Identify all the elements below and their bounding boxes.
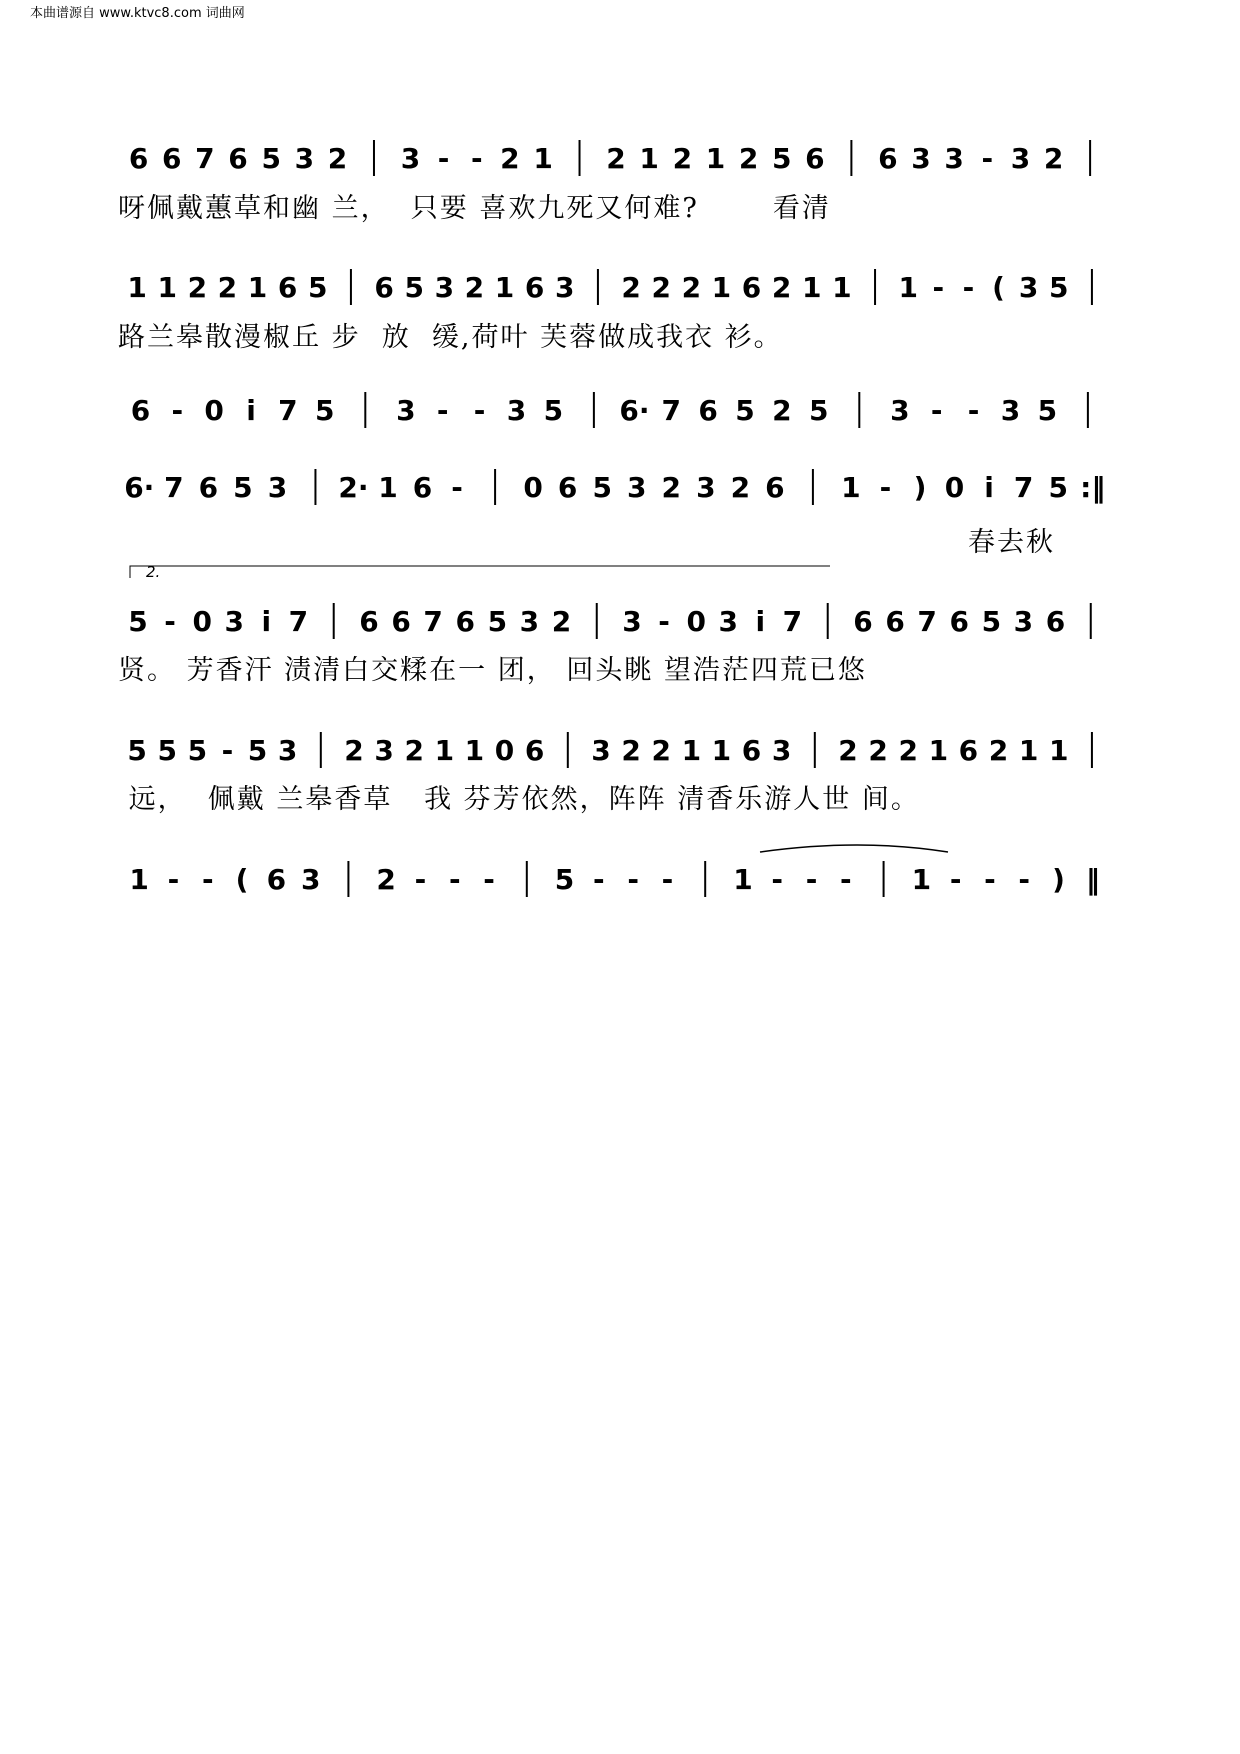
note: 2	[621, 734, 641, 767]
note: 6	[557, 471, 578, 504]
note: 3	[771, 734, 792, 767]
note: 6	[524, 271, 545, 304]
note: 7	[423, 605, 443, 638]
note: 2	[738, 142, 759, 175]
note: 6	[1045, 605, 1066, 638]
note: i	[261, 605, 272, 638]
note: -	[171, 394, 184, 427]
note: -	[661, 863, 674, 896]
note: 6·	[124, 471, 155, 504]
note: 5	[261, 142, 281, 175]
note: 5	[128, 605, 148, 638]
note: 1	[378, 471, 398, 504]
note: -	[962, 271, 975, 304]
note: )	[913, 471, 927, 504]
note: 3	[622, 605, 642, 638]
note: 3	[591, 734, 611, 767]
note: 7	[661, 394, 682, 427]
note: 5	[247, 734, 268, 767]
lyric-line-2: 路兰皋散漫椒丘 步 放 缓,荷叶 芙蓉做成我衣 衫。	[118, 322, 783, 353]
note: 6	[958, 734, 979, 767]
note: 6	[130, 394, 151, 427]
note: 3	[294, 142, 315, 175]
note: 6	[359, 605, 379, 638]
note: 2	[621, 271, 641, 304]
note: 1	[681, 734, 702, 767]
note: 3	[506, 394, 527, 427]
note: -	[414, 863, 427, 896]
note: 5	[1049, 271, 1069, 304]
note: 1	[705, 142, 726, 175]
note: 2	[661, 471, 682, 504]
note: 6	[885, 605, 905, 638]
note: 1	[928, 734, 949, 767]
note: 1	[127, 271, 147, 304]
note: 3	[300, 863, 321, 896]
note: 5	[404, 271, 424, 304]
note: 3	[911, 142, 931, 175]
note: 5	[543, 394, 564, 427]
note: 3	[434, 271, 455, 304]
note: :‖	[1080, 471, 1106, 504]
note: 0	[192, 605, 212, 638]
note: 1	[898, 271, 918, 304]
source-watermark: 本曲谱源自 www.ktvc8.com 词曲网	[30, 6, 245, 21]
note: 5	[981, 605, 1002, 638]
note: 1	[711, 271, 732, 304]
note: 0	[494, 734, 515, 767]
note: 2	[868, 734, 888, 767]
note: 2	[838, 734, 858, 767]
note: -	[473, 394, 486, 427]
lyric-line-1: 呀佩戴蕙草和幽 兰， 只要 喜欢九死又何难? 看清	[118, 193, 831, 224]
note: 2	[772, 394, 792, 427]
note: (	[235, 863, 249, 896]
note: )	[1052, 863, 1065, 896]
note: 1	[494, 271, 515, 304]
note: -	[627, 863, 639, 896]
note: 6	[128, 142, 149, 175]
note: 5	[1048, 471, 1068, 504]
note: 2·	[338, 471, 369, 504]
note: 7	[288, 605, 309, 638]
note: 2	[464, 271, 485, 304]
note: -	[483, 863, 495, 896]
note: 7	[917, 605, 937, 638]
note: 3	[267, 471, 288, 504]
note: 3	[626, 471, 647, 504]
note: 6	[698, 394, 718, 427]
note: 2	[606, 142, 626, 175]
note: 3	[224, 605, 245, 638]
note: 3	[718, 605, 739, 638]
note: 5	[809, 394, 829, 427]
volta-label: 2.	[146, 563, 161, 581]
note: 6	[391, 605, 411, 638]
note: 2	[988, 734, 1009, 767]
note: 3	[944, 142, 964, 175]
note: 1	[434, 734, 455, 767]
note: -	[805, 863, 818, 896]
note: -	[879, 471, 892, 504]
note: 1	[1018, 734, 1039, 767]
note: 1	[841, 471, 861, 504]
note: 1	[802, 271, 822, 304]
note: 2	[651, 734, 671, 767]
note: (	[992, 271, 1005, 304]
note: 0	[686, 605, 706, 638]
note: 6	[853, 605, 873, 638]
note: -	[984, 863, 996, 896]
note: 1	[129, 863, 149, 896]
note: 3	[374, 734, 394, 767]
note: 2	[404, 734, 424, 767]
note: 3	[1013, 605, 1034, 638]
note: 6	[949, 605, 969, 638]
note: 1	[247, 271, 268, 304]
note: 2	[730, 471, 751, 504]
note: 7	[164, 471, 184, 504]
note: 3	[555, 271, 575, 304]
note: -	[167, 863, 180, 896]
note: 6	[198, 471, 219, 504]
note: -	[451, 471, 463, 504]
note: 2	[327, 142, 348, 175]
note: 5	[772, 142, 792, 175]
note: 6	[266, 863, 287, 896]
note: -	[840, 863, 852, 896]
note: 3	[1018, 271, 1039, 304]
note: i	[246, 394, 256, 427]
note: 3	[396, 394, 416, 427]
note: 5	[554, 863, 575, 896]
note: 5	[233, 471, 253, 504]
note: i	[984, 471, 994, 504]
note: 2	[551, 605, 572, 638]
note: 2	[681, 271, 702, 304]
note: 1	[832, 271, 852, 304]
note: 6·	[619, 394, 650, 427]
note: 5	[735, 394, 755, 427]
note: 6	[524, 734, 545, 767]
note: 1	[1049, 734, 1069, 767]
note: 6	[765, 471, 785, 504]
lyric-line-5: 贤。 芳香汗 渍清白交糅在一 团， 回头眺 望浩茫四荒已悠	[118, 655, 867, 686]
tie-arc	[760, 845, 948, 852]
volta-bracket	[130, 566, 830, 578]
note: 7	[1013, 471, 1034, 504]
note: 5	[315, 394, 335, 427]
note: 5	[487, 605, 508, 638]
note: 3	[277, 734, 298, 767]
note: 6	[161, 142, 182, 175]
note: 6	[878, 142, 898, 175]
note: 3	[1000, 394, 1021, 427]
lyric-line-6: 远， 佩戴 兰皋香草 我 芬芳依然，阵阵 清香乐游人世 间。	[118, 784, 920, 815]
note: 3	[400, 142, 421, 175]
note: -	[470, 142, 483, 175]
note: -	[930, 394, 943, 427]
note: 0	[944, 471, 965, 504]
note: -	[932, 271, 945, 304]
note: 0	[523, 471, 543, 504]
note: i	[755, 605, 766, 638]
note: -	[949, 863, 962, 896]
note: -	[436, 394, 449, 427]
note: 6	[805, 142, 825, 175]
note: 3	[1010, 142, 1031, 175]
note: 5	[308, 271, 328, 304]
note: 1	[733, 863, 753, 896]
note: 6	[412, 471, 433, 504]
note: 5	[187, 734, 208, 767]
note: 1	[911, 863, 932, 896]
note: -	[967, 394, 980, 427]
note: -	[201, 863, 214, 896]
note: 7	[782, 605, 803, 638]
note: 1	[639, 142, 659, 175]
note: -	[658, 605, 670, 638]
note: 2	[344, 734, 364, 767]
note: 1	[711, 734, 732, 767]
note: 3	[696, 471, 716, 504]
note: 6	[455, 605, 475, 638]
note: 5	[592, 471, 612, 504]
note: -	[448, 863, 461, 896]
note: 1	[157, 271, 177, 304]
note: 6	[277, 271, 298, 304]
note: -	[221, 734, 234, 767]
note: -	[164, 605, 176, 638]
note: -	[1018, 863, 1031, 896]
note: 5	[127, 734, 147, 767]
note: ‖	[1085, 863, 1100, 896]
lyric-line-4: 春去秋	[968, 527, 1055, 558]
note: 3	[519, 605, 540, 638]
note: 0	[204, 394, 224, 427]
note: -	[771, 863, 784, 896]
note: 2	[187, 271, 208, 304]
note: 1	[533, 142, 553, 175]
note: 6	[228, 142, 248, 175]
note: -	[593, 863, 605, 896]
note: 6	[741, 734, 762, 767]
note: 7	[195, 142, 215, 175]
note: 2	[771, 271, 792, 304]
note: 2	[217, 271, 238, 304]
note: 2	[672, 142, 693, 175]
note: 1	[464, 734, 485, 767]
note: 2	[1043, 142, 1064, 175]
note: 5	[157, 734, 177, 767]
note: 2	[500, 142, 520, 175]
note: 3	[890, 394, 910, 427]
note: 5	[1037, 394, 1058, 427]
note: 2	[376, 863, 396, 896]
note: 7	[278, 394, 298, 427]
note: -	[437, 142, 450, 175]
note: -	[981, 142, 994, 175]
note: 2	[651, 271, 671, 304]
note: 6	[374, 271, 394, 304]
note: 6	[741, 271, 762, 304]
note: 2	[898, 734, 918, 767]
